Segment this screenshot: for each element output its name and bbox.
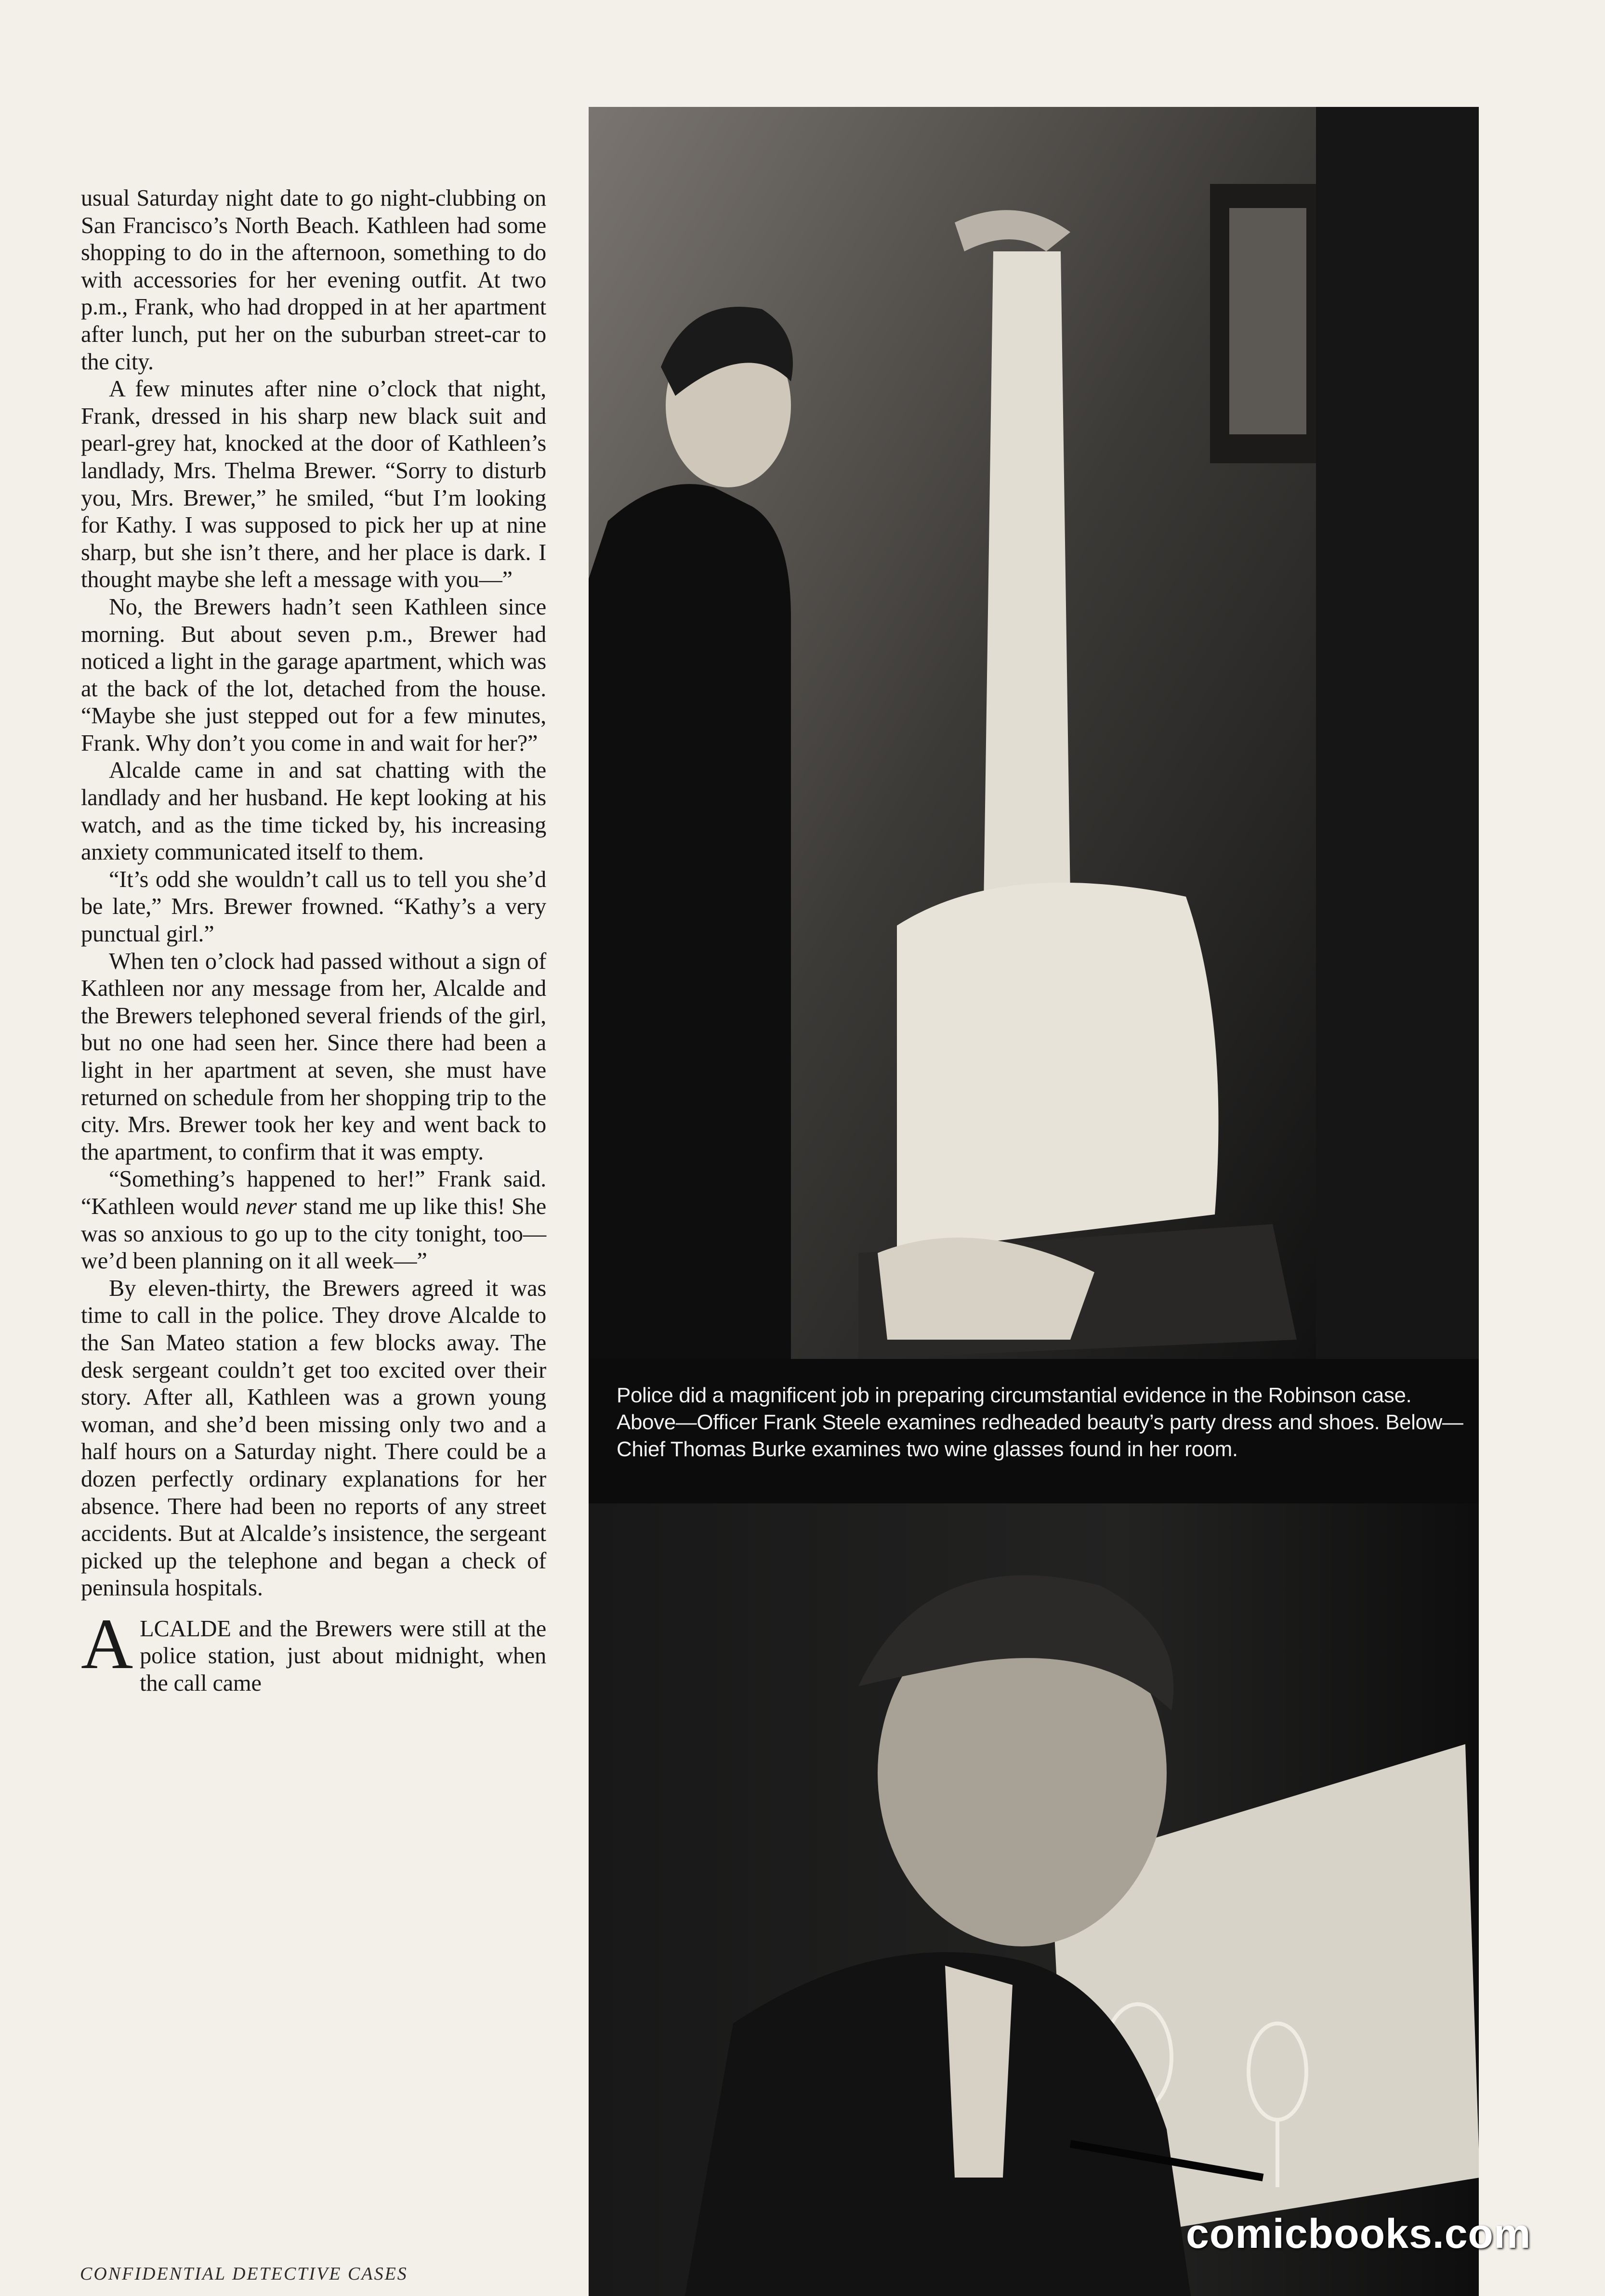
paragraph: By eleven-thirty, the Brewers agreed it was time to call in the police. They drove Alcalde to the San Mateo station a few blocks away. The desk sergeant couldn’t get too excited over their story. After all, Kathleen was a grown young woman, and she’d been missing only two and a half hours on a Saturday night. There could be a dozen perfectly ordinary explanations for her absence. There had been no reports of any street accidents. But at Alcalde’s insistence, the sergeant picked up the telephone and began a check of peninsula hospitals. [81,1275,546,1601]
paragraph-part: LCALDE and the Brewers were still at the police station, just about midnight, when the call came [140,1616,546,1696]
paragraph: Alcalde came in and sat chatting with the landlady and her husband. He kept looking at his watch, and as the time ticked by, his increasing anxiety communicated itself to them. [81,757,546,865]
caption-band [589,1359,1479,1503]
paragraph: When ten o’clock had passed without a sign of Kathleen nor any message from her, Alcalde and the Brewers telephoned several friends of the girl, but no one had seen her. Since there had been a light in her apartment at seven, she must have returned on schedule from her shopping trip to the city. Mrs. Brewer took her key and went back to the apartment, to confirm that it was empty. [81,948,546,1165]
paragraph: No, the Brewers hadn’t seen Kathleen since morning. But about seven p.m., Brewer had noticed a light in the garage apartment, which was at the back of the lot, detached from the house. “Maybe she just stepped out for a few minutes, Frank. Why don’t you come in and wait for her?” [81,594,546,756]
paragraph: “It’s odd she wouldn’t call us to tell you she’d be late,” Mrs. Brewer frowned. “Kathy’s a very punctual girl.” [81,866,546,947]
paragraph: A few minutes after nine o’clock that night, Frank, dressed in his sharp new black suit and pearl-grey hat, knocked at the door of Kathleen’s landlady, Mrs. Thelma Brewer. “Sorry to disturb you, Mrs. Brewer,” he smiled, “but I’m looking for Kathy. I was supposed to pick her up at nine sharp, but she isn’t there, and her place is dark. I thought maybe she left a message with you—” [81,376,546,593]
photo-background-panel [1316,107,1479,1359]
photo-officer-with-dress [589,107,1316,1359]
drop-cap: A [81,1604,133,1684]
article-text [81,185,546,1697]
paragraph [81,1166,546,1275]
paragraph-part: stand me up like this! She was so anxious to go up to the city tonight, too—we’d been planning on it all week—” [81,1193,546,1274]
paragraph-part: “Something’s happened to her!” Frank said. “Kathleen would [81,1166,546,1219]
dropcap-paragraph [81,1604,546,1697]
watermark: comicbooks.com [1186,2211,1531,2257]
photo-chief-with-glasses [589,1503,1479,2296]
photo-caption: Police did a magnificent job in preparing circumstantial evidence in the Robinson case. Above—Officer Frank Steele examines redheaded beauty’s party dress and shoes. Below—Chief Thomas Burke examines two wine glasses found in her room. [617,1383,1463,1461]
emphasis-never: never [245,1193,297,1219]
magazine-footer: CONFIDENTIAL DETECTIVE CASES [80,2264,408,2284]
paragraph: usual Saturday night date to go night-clubbing on San Francisco’s North Beach. Kathleen had some shopping to do in the afternoon, something to do with accessories for her evening outfit. At two p.m., Frank, who had dropped in at her apartment after lunch, put her on the suburban street-car to the city. [81,185,546,375]
